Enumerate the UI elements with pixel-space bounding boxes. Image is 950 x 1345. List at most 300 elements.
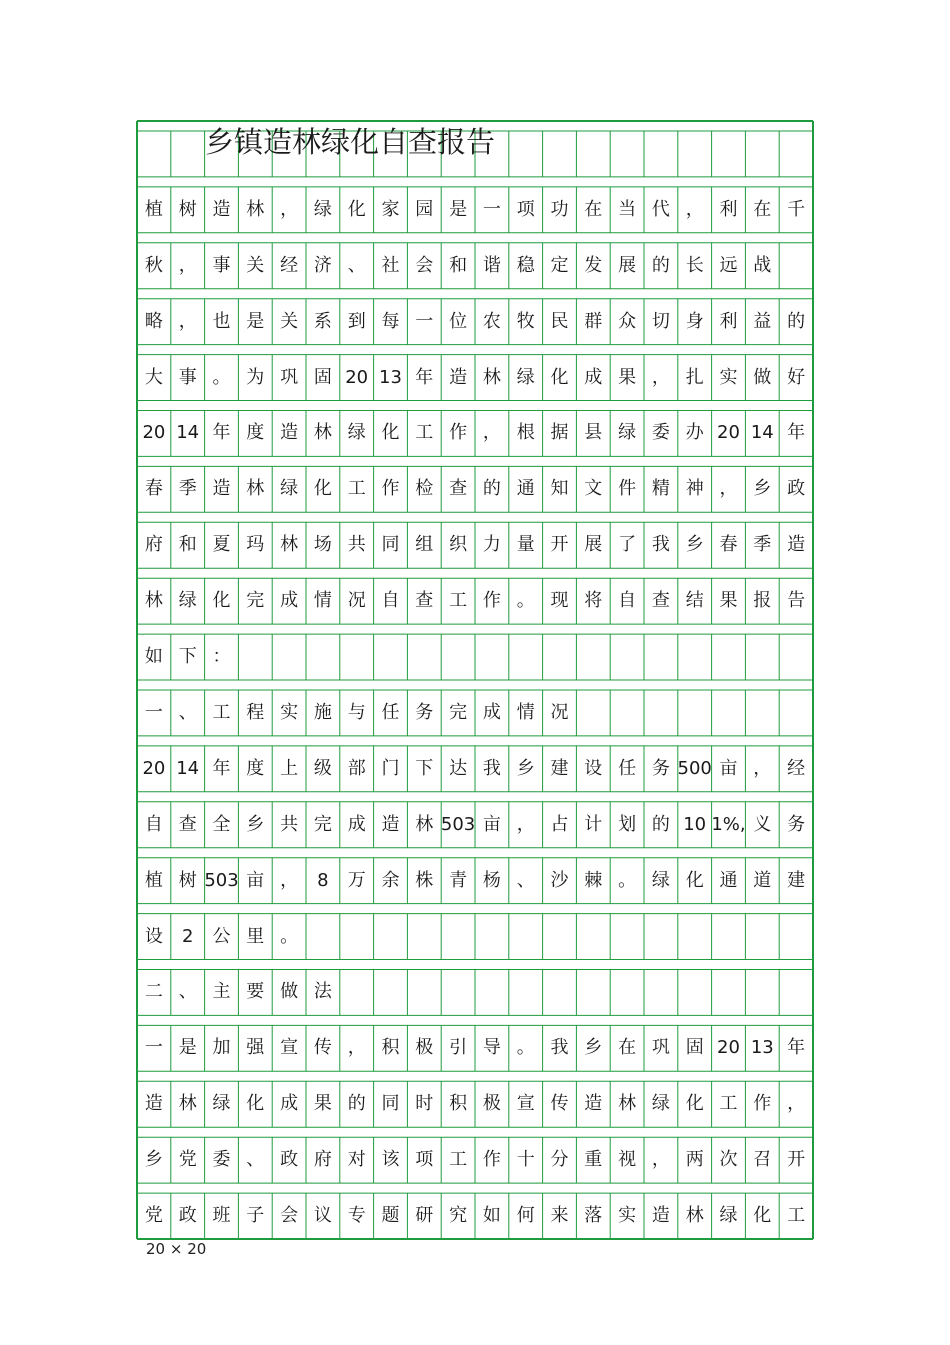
grid-cell: 二: [144, 981, 163, 1003]
grid-cell: 门: [381, 757, 400, 779]
grid-cell: 巩: [651, 1037, 670, 1059]
grid-cell: 展: [618, 254, 637, 276]
grid-cell: 研: [415, 1205, 434, 1227]
grid-cell: 十: [516, 1149, 535, 1171]
grid-cell: 好: [787, 366, 806, 388]
grid-cell: 略: [144, 310, 163, 332]
grid-cell: 政: [787, 478, 806, 500]
grid-cell: 济: [313, 254, 332, 276]
grid-cell: 作: [482, 1149, 501, 1171]
grid-cell: 沙: [550, 869, 569, 891]
grid-cell: 13: [379, 366, 402, 388]
grid-cell: 的: [482, 478, 501, 500]
grid-cell: 如: [144, 646, 163, 668]
grid-cell: 园: [415, 198, 434, 220]
grid-cell: 视: [618, 1149, 637, 1171]
grid-cell: ，: [347, 1037, 366, 1059]
grid-cell: 503: [440, 813, 476, 835]
grid-cell: 造: [381, 813, 400, 835]
grid-cell: 况: [347, 590, 366, 612]
grid-cell: 。: [280, 925, 299, 947]
grid-cell: 1%,: [711, 813, 746, 835]
grid-cell: 级: [313, 757, 332, 779]
grid-cell: 固: [685, 1037, 704, 1059]
grid-cell: 告: [787, 590, 806, 612]
grid-cell: 如: [482, 1205, 501, 1227]
grid-cell: 现: [550, 590, 569, 612]
grid-cell: 作: [449, 422, 468, 444]
grid-cell: 成: [347, 813, 366, 835]
grid-cell: 经: [280, 254, 299, 276]
grid-cell: 宣: [280, 1037, 299, 1059]
grid-cell: 会: [280, 1205, 299, 1227]
grid-cell: 乡: [584, 1037, 603, 1059]
grid-cell: 乡: [144, 1149, 163, 1171]
grid-cell: 造: [449, 366, 468, 388]
grid-cell: 林: [246, 198, 265, 220]
grid-cell: 程: [246, 701, 265, 723]
grid-cell: ，: [482, 422, 501, 444]
grid-cell: 项: [516, 198, 535, 220]
grid-cell: 株: [415, 869, 434, 891]
grid-cell: 绿: [347, 422, 366, 444]
grid-cell: 建: [550, 757, 569, 779]
grid-cell: 党: [144, 1205, 163, 1227]
grid-cell: 义: [753, 813, 772, 835]
grid-cell: 在: [618, 1037, 637, 1059]
grid-cell: 、: [516, 869, 535, 891]
grid-cell: 的: [347, 1093, 366, 1115]
grid-cell: 工: [347, 478, 366, 500]
grid-cell: 委: [212, 1149, 231, 1171]
grid-cell: 14: [176, 422, 200, 444]
grid-cell: 极: [415, 1037, 434, 1059]
grid-cell: 林: [313, 422, 332, 444]
grid-cell: 化: [313, 478, 332, 500]
grid-cell: 何: [516, 1205, 535, 1227]
grid-cell: 会: [415, 254, 434, 276]
grid-cell: 了: [618, 534, 637, 556]
grid-cell: 和: [449, 254, 468, 276]
grid-cell: 林: [415, 813, 434, 835]
grid-cell: 办: [685, 422, 704, 444]
grid-cell: 春: [719, 534, 738, 556]
grid-size-label: 20 × 20: [146, 1240, 207, 1258]
grid-cell: 神: [685, 478, 704, 500]
grid-cell: 功: [550, 198, 569, 220]
grid-cell: 年: [787, 1037, 806, 1059]
grid-cell: 发: [584, 254, 603, 276]
grid-cell: 造: [144, 1093, 163, 1115]
grid-cell: 20: [717, 1037, 740, 1059]
grid-cell: 绿: [280, 478, 299, 500]
grid-cell: 主: [212, 981, 231, 1003]
grid-cell: 引: [449, 1037, 468, 1059]
grid-cell: 我: [651, 534, 670, 556]
grid-cell: 玛: [246, 534, 265, 556]
grid-cell: 绿: [719, 1205, 738, 1227]
grid-cell: 一: [144, 701, 163, 723]
grid-cell: 计: [584, 813, 603, 835]
grid-cell: 宣: [516, 1093, 535, 1115]
grid-cell: 乡: [246, 813, 265, 835]
grid-cell: 将: [584, 590, 603, 612]
grid-cell: 工: [449, 590, 468, 612]
grid-cell: 党: [178, 1149, 197, 1171]
grid-cell: 量: [516, 534, 535, 556]
grid-cell: 完: [246, 590, 265, 612]
grid-cell: 夏: [212, 534, 231, 556]
grid-cell: 专: [347, 1205, 366, 1227]
grid-cell: 我: [482, 757, 501, 779]
grid-cell: 春: [144, 478, 163, 500]
grid-cell: 查: [415, 590, 434, 612]
grid-cell: 是: [178, 1037, 197, 1059]
grid-cell: 共: [347, 534, 366, 556]
grid-cell: 况: [550, 701, 569, 723]
grid-cell: 化: [246, 1093, 265, 1115]
grid-cell: 季: [753, 534, 772, 556]
grid-cell: 乡: [516, 757, 535, 779]
grid-cell: 年: [212, 422, 231, 444]
grid-cell: 组: [415, 534, 434, 556]
grid-cell: 是: [449, 198, 468, 220]
grid-cell: ，: [178, 310, 197, 332]
grid-cell: 牧: [516, 310, 535, 332]
grid-cell: 做: [280, 981, 299, 1003]
grid-cell: 根: [516, 422, 535, 444]
grid-cell: 林: [144, 590, 163, 612]
grid-cell: 精: [651, 478, 670, 500]
grid-cell: 树: [178, 198, 197, 220]
grid-cell: 林: [246, 478, 265, 500]
grid-cell: 千: [787, 198, 806, 220]
grid-cell: 强: [246, 1037, 265, 1059]
grid-cell: 工: [415, 422, 434, 444]
grid-cell: 我: [550, 1037, 569, 1059]
grid-cell: 次: [719, 1149, 738, 1171]
grid-cell: 到: [347, 310, 366, 332]
grid-cell: 造: [787, 534, 806, 556]
grid-cell: 设: [584, 757, 603, 779]
grid-cell: 绿: [618, 422, 637, 444]
grid-cell: 500: [677, 757, 712, 779]
grid-cell: 杨: [482, 869, 501, 891]
grid-cell: 为: [246, 366, 265, 388]
grid-cell: 民: [550, 310, 569, 332]
grid-cell: 亩: [482, 813, 501, 835]
grid-cell: 重: [584, 1149, 603, 1171]
grid-cell: 同: [381, 1093, 400, 1115]
grid-cell: 文: [584, 478, 603, 500]
grid-cell: 秋: [144, 254, 163, 276]
grid-cell: 在: [584, 198, 603, 220]
grid-cell: 来: [550, 1205, 569, 1227]
grid-cell: ，: [753, 757, 772, 779]
grid-cell: 绿: [178, 590, 197, 612]
grid-cell: 工: [212, 701, 231, 723]
grid-cell: 度: [246, 757, 265, 779]
grid-cell: 13: [750, 1037, 774, 1059]
grid-cell: 植: [144, 198, 163, 220]
grid-cell: 题: [381, 1205, 400, 1227]
grid-cell: 实: [280, 701, 299, 723]
grid-cell: 里: [246, 925, 265, 947]
grid-cell: 2: [181, 925, 194, 947]
grid-cell: 造: [651, 1205, 670, 1227]
grid-cell: 大: [144, 366, 163, 388]
grid-cell: 道: [753, 869, 772, 891]
grid-cell: 余: [381, 869, 400, 891]
grid-cell: 自: [381, 590, 400, 612]
grid-cell: 查: [449, 478, 468, 500]
grid-cell: 对: [347, 1149, 366, 1171]
grid-cell: 亩: [719, 757, 738, 779]
grid-cell: 年: [212, 757, 231, 779]
grid-cell: 当: [618, 198, 637, 220]
grid-cell: 造: [212, 478, 231, 500]
grid-cell: 该: [381, 1149, 400, 1171]
grid-cell: 务: [415, 701, 434, 723]
grid-cell: 成: [280, 590, 299, 612]
grid-cell: 作: [381, 478, 400, 500]
grid-cell: 、: [178, 981, 197, 1003]
grid-cell: 、: [178, 701, 197, 723]
grid-cell: 与: [347, 701, 366, 723]
grid-cell: 一: [144, 1037, 163, 1059]
grid-cell: 展: [584, 534, 603, 556]
grid-cell: 绿: [516, 366, 535, 388]
grid-cell: 经: [787, 757, 806, 779]
grid-cell: 战: [753, 254, 772, 276]
grid-cell: 。: [516, 1037, 535, 1059]
grid-cell: 传: [550, 1093, 569, 1115]
grid-cell: 14: [750, 422, 774, 444]
grid-cell: 的: [651, 813, 670, 835]
grid-cell: 做: [753, 366, 772, 388]
grid-cell: 工: [787, 1205, 806, 1227]
grid-cell: 部: [347, 757, 366, 779]
grid-cell: 同: [381, 534, 400, 556]
grid-cell: 法: [313, 981, 332, 1003]
grid-cell: 作: [753, 1093, 772, 1115]
grid-cell: ，: [178, 254, 197, 276]
grid-cell: 14: [176, 757, 200, 779]
grid-cell: 务: [787, 813, 806, 835]
grid-cell: 身: [685, 310, 704, 332]
grid-cell: ，: [516, 813, 535, 835]
grid-cell: 20: [142, 757, 166, 779]
grid-cell: 切: [651, 310, 670, 332]
grid-cell: 两: [685, 1149, 704, 1171]
grid-cell: 固: [313, 366, 332, 388]
grid-cell: 每: [381, 310, 400, 332]
grid-cell: 树: [178, 869, 197, 891]
grid-cell: 据: [550, 422, 569, 444]
grid-cell: 实: [618, 1205, 637, 1227]
document-title: 乡镇造林绿化自查报告: [205, 125, 496, 159]
grid-cell: 事: [212, 254, 231, 276]
grid-cell: ，: [787, 1093, 806, 1115]
grid-cell: 开: [787, 1149, 806, 1171]
grid-cell: 家: [381, 198, 400, 220]
grid-cell: 果: [719, 590, 738, 612]
grid-cell: 检: [415, 478, 434, 500]
grid-cell: 化: [381, 422, 400, 444]
grid-cell: 占: [550, 813, 569, 835]
grid-cell: 在: [753, 198, 772, 220]
grid-cell: 巩: [280, 366, 299, 388]
grid-cell: 召: [753, 1149, 772, 1171]
grid-cell: 开: [550, 534, 569, 556]
grid-cell: 查: [651, 590, 670, 612]
grid-cell: 20: [717, 422, 740, 444]
grid-cell: 扎: [685, 366, 704, 388]
grid-cell: 划: [618, 813, 637, 835]
grid-cell: 植: [144, 869, 163, 891]
grid-cell: 谐: [482, 254, 501, 276]
grid-cell: 情: [313, 590, 332, 612]
grid-cell: 系: [313, 310, 332, 332]
grid-cell: 通: [516, 478, 535, 500]
grid-cell: 施: [313, 701, 332, 723]
grid-cell: 报: [753, 590, 772, 612]
grid-cell: 工: [719, 1093, 738, 1115]
grid-cell: 长: [685, 254, 704, 276]
grid-cell: 下: [178, 646, 197, 668]
grid-cell: 年: [415, 366, 434, 388]
grid-cell: 下: [415, 757, 434, 779]
grid-cell: 棘: [584, 869, 603, 891]
grid-cell: 万: [347, 869, 366, 891]
grid-cell: 达: [449, 757, 468, 779]
grid-cell: 的: [651, 254, 670, 276]
grid-cell: 情: [516, 701, 535, 723]
grid-cell: 积: [381, 1037, 400, 1059]
grid-cell: ，: [685, 198, 704, 220]
grid-cell: 季: [178, 478, 197, 500]
grid-cell: ，: [719, 478, 738, 500]
grid-cell: 导: [482, 1037, 501, 1059]
grid-cell: 成: [584, 366, 603, 388]
grid-cell: 项: [415, 1149, 434, 1171]
grid-cell: 加: [212, 1037, 231, 1059]
grid-cell: 建: [787, 869, 806, 891]
grid-cell: 利: [719, 198, 738, 220]
grid-cell: 益: [753, 310, 772, 332]
grid-cell: 的: [787, 310, 806, 332]
grid-cell: 公: [212, 925, 231, 947]
grid-cell: 县: [584, 422, 603, 444]
grid-cell: 绿: [651, 869, 670, 891]
grid-cell: 社: [381, 254, 400, 276]
grid-cell: 造: [584, 1093, 603, 1115]
grid-cell: 务: [651, 757, 670, 779]
grid-cell: 农: [482, 310, 501, 332]
grid-cell: 绿: [651, 1093, 670, 1115]
grid-cell: 究: [449, 1205, 468, 1227]
grid-cell: 一: [415, 310, 434, 332]
grid-cell: 任: [381, 701, 400, 723]
grid-cell: 亩: [246, 869, 265, 891]
grid-cell: 503: [204, 869, 239, 891]
grid-cell: 上: [280, 757, 299, 779]
grid-cell: 作: [482, 590, 501, 612]
grid-cell: 位: [449, 310, 468, 332]
grid-cell: 分: [550, 1149, 569, 1171]
grid-cell: ，: [651, 1149, 670, 1171]
grid-cell: 成: [482, 701, 501, 723]
grid-cell: 全: [212, 813, 231, 835]
grid-cell: 化: [212, 590, 231, 612]
grid-cell: 青: [449, 869, 468, 891]
grid-cell: 完: [449, 701, 468, 723]
grid-cell: 工: [449, 1149, 468, 1171]
grid-cell: 乡: [753, 478, 772, 500]
grid-cell: 共: [280, 813, 299, 835]
grid-cell: 。: [516, 590, 535, 612]
grid-cell: 远: [719, 254, 738, 276]
grid-cell: 林: [685, 1205, 704, 1227]
grid-cell: 通: [719, 869, 738, 891]
grid-cell: 林: [618, 1093, 637, 1115]
grid-cell: 、: [246, 1149, 265, 1171]
grid-cell: 度: [246, 422, 265, 444]
grid-cell: 绿: [212, 1093, 231, 1115]
grid-cell: 自: [144, 813, 163, 835]
grid-cell: 果: [618, 366, 637, 388]
grid-cell: 落: [584, 1205, 603, 1227]
grid-cell: 结: [685, 590, 704, 612]
grid-cell: 绿: [313, 198, 332, 220]
grid-cell: 政: [280, 1149, 299, 1171]
grid-cell: 件: [618, 478, 637, 500]
grid-cell: 场: [313, 534, 332, 556]
grid-cell: 也: [212, 310, 231, 332]
grid-cell: 代: [651, 198, 670, 220]
grid-cell: 化: [347, 198, 366, 220]
grid-cell: 事: [178, 366, 197, 388]
grid-cell: 一: [482, 198, 501, 220]
grid-cell: 。: [212, 366, 231, 388]
grid-cell: ，: [651, 366, 670, 388]
grid-cell: 20: [345, 366, 369, 388]
grid-cell: 林: [482, 366, 501, 388]
grid-cell: ，: [280, 869, 299, 891]
grid-cell: 众: [618, 310, 637, 332]
grid-cell: 极: [482, 1093, 501, 1115]
grid-cell: 、: [347, 254, 366, 276]
grid-cell: 成: [280, 1093, 299, 1115]
grid-cell: 设: [144, 925, 163, 947]
grid-cell: 乡: [685, 534, 704, 556]
grid-cell: 果: [313, 1093, 332, 1115]
grid-cell: 利: [719, 310, 738, 332]
grid-cell: 化: [753, 1205, 772, 1227]
grid-cell: 关: [280, 310, 299, 332]
grid-cell: 府: [313, 1149, 332, 1171]
grid-cell: 化: [550, 366, 569, 388]
grid-cell: 稳: [516, 254, 535, 276]
grid-cell: 造: [280, 422, 299, 444]
grid-cell: 造: [212, 198, 231, 220]
grid-cell: 传: [313, 1037, 332, 1059]
grid-cell: 8: [317, 869, 329, 891]
grid-cell: 林: [178, 1093, 197, 1115]
grid-cell: 。: [618, 869, 637, 891]
grid-cell: 群: [584, 310, 603, 332]
grid-cell: 委: [651, 422, 670, 444]
